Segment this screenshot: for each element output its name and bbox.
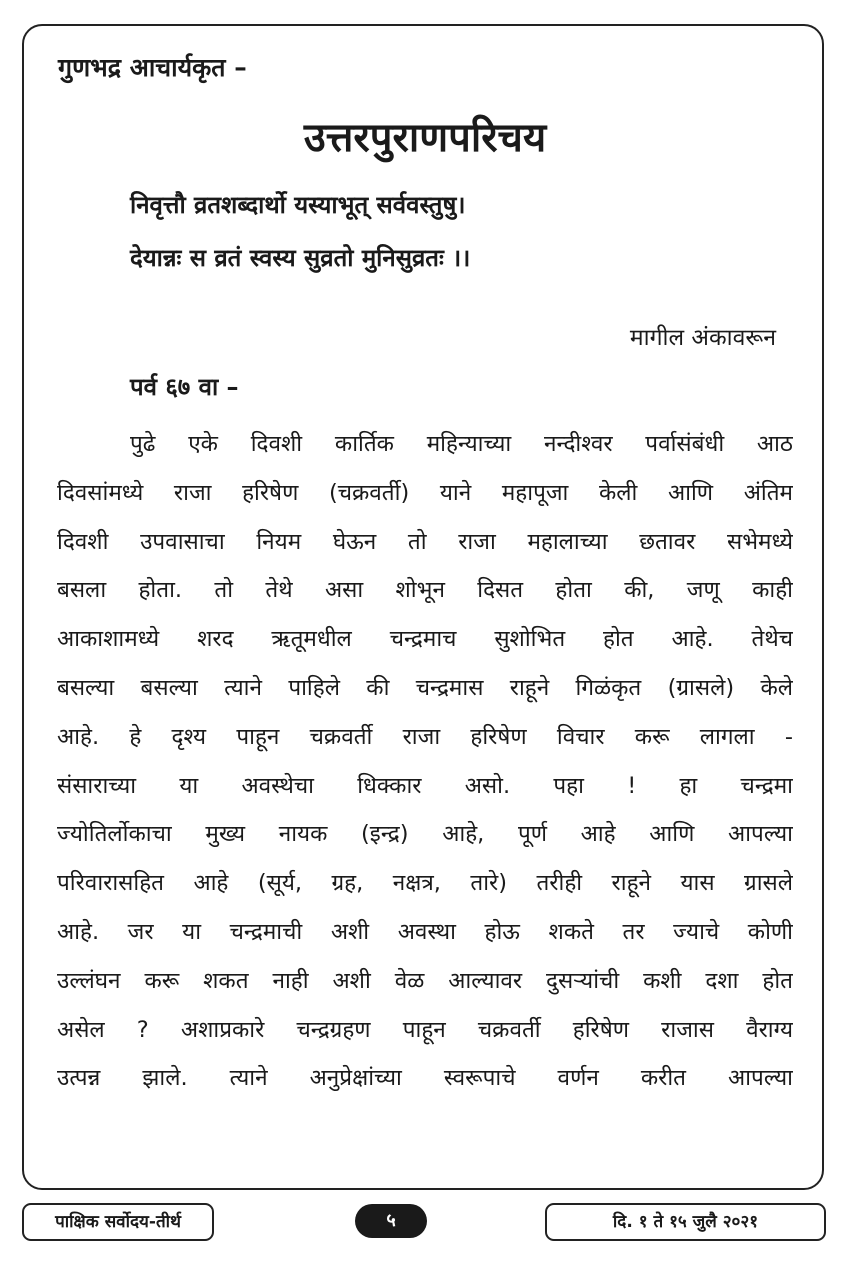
continued-note: मागील अंकावरून (629, 325, 776, 351)
body-line: बसला होता. तो तेथे असा शोभून दिसत होता की, जणू काही (57, 577, 793, 604)
shloka-line-1: निवृत्तौ व्रतशब्दार्थो यस्याभूत् सर्ववस्तुषु। (130, 191, 466, 219)
body-line: ज्योतिर्लोकाचा मुख्य नायक (इन्द्र) आहे, पूर्ण आहे आणि आपल्या (57, 821, 793, 848)
body-line: आकाशामध्ये शरद ऋतूमधील चन्द्रमाच सुशोभित होत आहे. तेथेच (57, 626, 793, 653)
body-line: उत्पन्न झाले. त्याने अनुप्रेक्षांच्या स्वरूपाचे वर्णन करीत आपल्या (57, 1065, 793, 1092)
footer-date: दि. १ ते १५ जुलै २०२१ (545, 1203, 826, 1241)
body-line: असेल ? अशाप्रकारे चन्द्रग्रहण पाहून चक्रवर्ती हरिषेण राजास वैराग्य (57, 1016, 793, 1043)
body-line: पुढे एके दिवशी कार्तिक महिन्याच्या नन्दीश्वर पर्वासंबंधी आठ (130, 431, 793, 457)
body-line: दिवसांमध्ये राजा हरिषेण (चक्रवर्ती) याने महापूजा केली आणि अंतिम (57, 479, 793, 506)
footer-publication: पाक्षिक सर्वोदय-तीर्थ (22, 1203, 214, 1241)
page-title: उत्तरपुराणपरिचय (303, 115, 547, 161)
shloka-line-2: देयान्नः स व्रतं स्वस्य सुव्रतो मुनिसुव्रतः ।। (130, 244, 471, 272)
author-line: गुणभद्र आचार्यकृत – (58, 53, 247, 82)
body-line: आहे. जर या चन्द्रमाची अशी अवस्था होऊ शकते तर ज्याचे कोणी (57, 918, 793, 945)
body-line: परिवारासहित आहे (सूर्य, ग्रह, नक्षत्र, तारे) तरीही राहूने यास ग्रासले (57, 870, 793, 897)
body-line: आहे. हे दृश्य पाहून चक्रवर्ती राजा हरिषेण विचार करू लागला - (57, 723, 793, 750)
body-line: बसल्या बसल्या त्याने पाहिले की चन्द्रमास राहूने गिळंकृत (ग्रासले) केले (57, 674, 793, 701)
section-heading: पर्व ६७ वा – (130, 373, 239, 401)
body-line: दिवशी उपवासाचा नियम घेऊन तो राजा महालाच्या छतावर सभेमध्ये (57, 528, 793, 555)
body-line: संसाराच्या या अवस्थेचा धिक्कार असो. पहा ! हा चन्द्रमा (57, 772, 793, 799)
body-text (57, 420, 793, 1103)
footer-page-number: ५ (355, 1204, 427, 1238)
body-line: उल्लंघन करू शकत नाही अशी वेळ आल्यावर दुसऱ्यांची कशी दशा होत (57, 967, 793, 994)
